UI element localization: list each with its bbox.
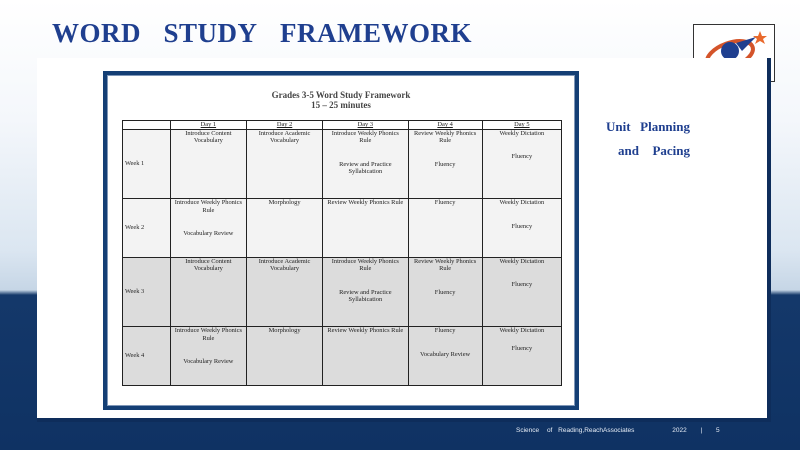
table-row (123, 327, 562, 386)
side-word: Planning (640, 119, 690, 134)
table-cell (482, 257, 561, 327)
cell-line: Introduce Academic Vocabulary (258, 257, 311, 273)
cell-line: Weekly Dictation (499, 129, 545, 137)
week-label: Week 1 (123, 129, 171, 199)
side-word: Pacing (652, 143, 690, 158)
cell-line: Fluency (511, 281, 533, 289)
table-cell (170, 199, 246, 258)
table-cell (323, 327, 408, 386)
cell-line: Fluency (434, 288, 456, 296)
side-word: Unit (606, 119, 631, 134)
table-cell (246, 327, 322, 386)
header-day-2: Day 2 (246, 121, 322, 130)
cell-line: Vocabulary Review (183, 230, 234, 238)
cell-line: Fluency (511, 153, 533, 160)
header-empty (123, 121, 171, 130)
cell-line: Fluency (511, 344, 533, 352)
header-day-4: Day 4 (408, 121, 482, 130)
table-cell (323, 129, 408, 199)
table-cell (482, 199, 561, 258)
framework-title (108, 90, 574, 110)
cell-line: Morphology (268, 327, 301, 335)
cell-line: Fluency (434, 199, 456, 207)
footer-year: 2022 (672, 427, 687, 434)
framework-table (122, 120, 562, 386)
cell-line: Vocabulary Review (183, 358, 234, 366)
cell-line: Introduce Weekly Phonics Rule (331, 257, 399, 273)
table-cell (170, 257, 246, 327)
table-cell (246, 129, 322, 199)
cell-line: Review Weekly Phonics Rule (414, 257, 477, 273)
cell-line: Introduce Weekly Phonics Rule (174, 327, 242, 342)
title-word-3: FRAMEWORK (280, 18, 472, 48)
title-word-2: STUDY (163, 18, 258, 48)
cell-line: Review Weekly Phonics Rule (327, 199, 404, 207)
footer-separator: | (700, 427, 703, 434)
slide-title (52, 18, 472, 49)
week-label: Week 4 (123, 327, 171, 386)
cell-line: Introduce Content Vocabulary (185, 257, 232, 273)
cell-line: Review Weekly Phonics Rule (414, 129, 477, 144)
table-cell (246, 199, 322, 258)
table-row (123, 129, 562, 199)
table-cell (408, 257, 482, 327)
table-row (123, 257, 562, 327)
header-day-5: Day 5 (482, 121, 561, 130)
cell-line: Review and Practice Syllabication (339, 160, 392, 175)
cell-line: Weekly Dictation (499, 327, 545, 335)
table-cell (170, 327, 246, 386)
table-cell (408, 327, 482, 386)
cell-line: Introduce Content Vocabulary (185, 129, 232, 144)
cell-line: Weekly Dictation (499, 257, 545, 265)
cell-line: Morphology (268, 199, 301, 207)
cell-line: Fluency (434, 327, 456, 335)
table-cell (408, 129, 482, 199)
table-cell (482, 129, 561, 199)
framework-title-line: Grades 3-5 Word Study Framework (271, 90, 411, 100)
cell-line: Review Weekly Phonics Rule (327, 327, 404, 335)
table-cell (323, 257, 408, 327)
header-day-1: Day 1 (170, 121, 246, 130)
framework-subtitle: 15 – 25 minutes (311, 100, 371, 110)
footer-of: of (546, 427, 553, 434)
slide-footer (516, 427, 726, 434)
unit-planning-text (606, 115, 690, 163)
table-header-row (123, 121, 562, 130)
table-row (123, 199, 562, 258)
footer-rest: Reading,ReachAssociates (558, 427, 635, 434)
cell-line: Vocabulary Review (420, 350, 471, 358)
header-day-3: Day 3 (323, 121, 408, 130)
table-cell (408, 199, 482, 258)
table-cell (170, 129, 246, 199)
cell-line: Introduce Weekly Phonics Rule (174, 199, 242, 214)
cell-line: Weekly Dictation (499, 199, 545, 207)
table-cell (246, 257, 322, 327)
page-number: 5 (716, 427, 720, 434)
week-label: Week 3 (123, 257, 171, 327)
cell-line: Introduce Academic Vocabulary (258, 129, 311, 144)
table-cell (482, 327, 561, 386)
cell-line: Fluency (511, 222, 533, 230)
side-word: and (618, 143, 639, 158)
cell-line: Fluency (434, 160, 456, 168)
title-word-1: WORD (52, 18, 141, 48)
footer-org: Science (516, 427, 540, 434)
framework-document (107, 75, 575, 406)
table-cell (323, 199, 408, 258)
framework-image-frame (103, 71, 579, 410)
week-label: Week 2 (123, 199, 171, 258)
cell-line: Review and Practice Syllabication (339, 288, 392, 304)
cell-line: Introduce Weekly Phonics Rule (331, 129, 399, 144)
